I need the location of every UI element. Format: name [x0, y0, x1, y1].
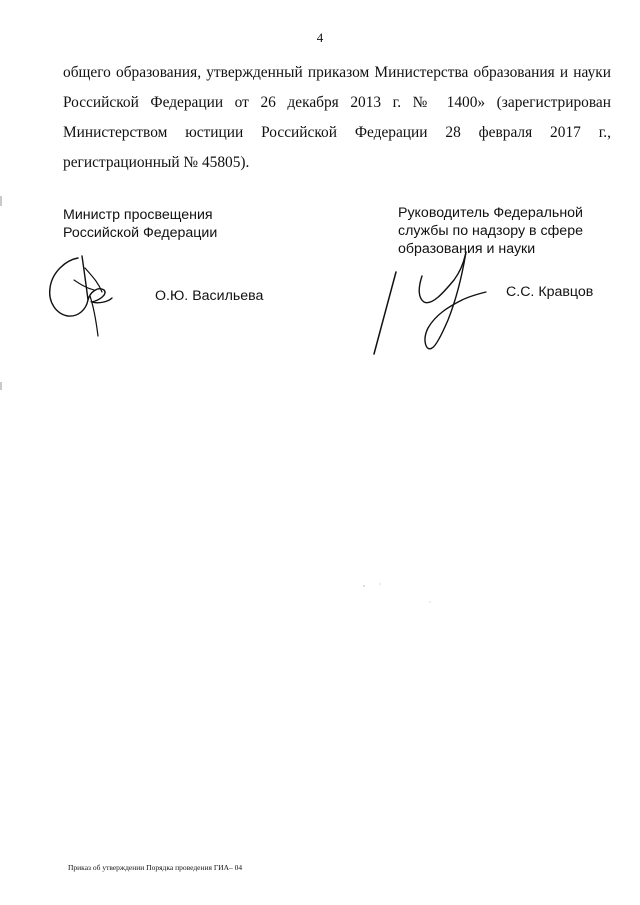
minister-signature-icon: [38, 240, 138, 340]
minister-title-line: Министр просвещения: [63, 207, 213, 223]
page-number: 4: [316, 30, 324, 45]
minister-title: [63, 206, 217, 242]
head-title-line: образования и науки: [398, 241, 536, 257]
text-line: регистрационный № 45805).: [63, 154, 250, 171]
head-of-service-name: С.С. Кравцов: [506, 284, 594, 300]
scan-specks: [360, 580, 440, 610]
text-line: Российской Федерации от 26 декабря 2013 г. № 1400» (зарегистрирован: [63, 94, 611, 111]
body-paragraph: [63, 58, 611, 178]
minister-name: О.Ю. Васильева: [155, 288, 264, 304]
head-of-service-signature-icon: [366, 236, 496, 361]
head-title-line: Руководитель Федеральной: [398, 205, 583, 221]
minister-title-line: Российской Федерации: [63, 225, 218, 241]
scan-edge-mark: [0, 382, 2, 390]
scan-edge-mark: [0, 196, 2, 206]
text-line: Министерством юстиции Российской Федерации 28 февраля 2017 г.,: [63, 124, 611, 141]
text-line: общего образования, утвержденный приказом Министерства образования и науки: [63, 64, 611, 81]
document-footer: Приказ об утверждении Порядка проведения ГИА– 04: [68, 863, 243, 872]
head-title-line: службы по надзору в сфере: [398, 223, 583, 239]
